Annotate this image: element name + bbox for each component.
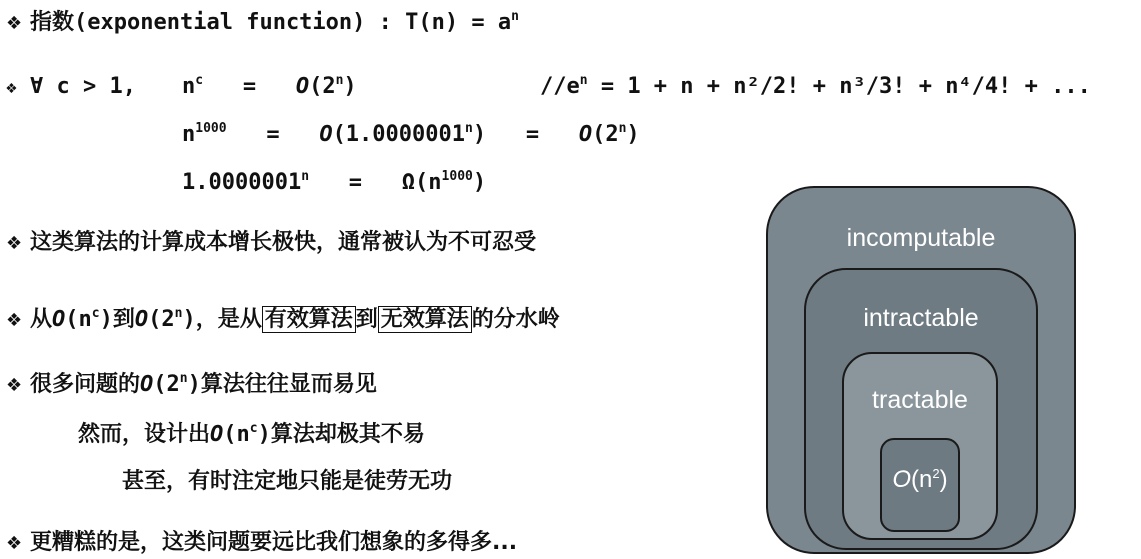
omega-formula: [182, 168, 486, 198]
n1000-formula: [182, 120, 640, 150]
incomputable-label: incomputable: [846, 224, 996, 252]
taylor-comment: [540, 72, 1091, 102]
quadratic-label: [882, 466, 958, 494]
comment-prefix: //e: [540, 74, 580, 99]
futile-statement: [122, 467, 452, 497]
diamond-bullet-icon: ❖: [6, 233, 23, 254]
exp-power: n: [335, 73, 344, 88]
big-o-symbol: O: [319, 122, 333, 147]
diamond-bullet-icon: ❖: [6, 375, 23, 396]
forall-formula: [182, 72, 357, 102]
difficult-tail: 算法却极其不易: [270, 422, 425, 447]
mid-text: ，是从: [195, 307, 262, 332]
tail-text: 的分水岭: [471, 307, 560, 332]
worse-text: 更糟糕的是，这类问题要远比我们想象的多得多...: [30, 530, 518, 555]
futile-text: 甚至，有时注定地只能是徒劳无功: [122, 469, 453, 494]
difficult-prefix: 然而，设计出: [78, 422, 211, 447]
obvious-statement: [6, 370, 377, 401]
omega-lhs-exp: n: [301, 169, 310, 184]
mid-open: (1.0000001: [332, 122, 466, 147]
from-exp: c: [91, 306, 100, 321]
efficient-algorithm-box: 有效算法: [262, 306, 356, 333]
diamond-bullet-icon: ❖: [6, 77, 17, 98]
diamond-bullet-icon: ❖: [6, 13, 23, 34]
to-word: 到: [112, 307, 135, 332]
definition-exponent: n: [511, 9, 519, 24]
definition-formula: (exponential function) : T(n) = a: [74, 10, 512, 35]
exp-open: (2: [309, 74, 336, 99]
diamond-bullet-icon: ❖: [6, 533, 23, 554]
big-o-symbol: O: [140, 372, 154, 397]
big-o-symbol: O: [134, 307, 149, 332]
rhs-open: (2: [592, 122, 619, 147]
obvious-close: ): [187, 372, 201, 397]
rhs-exp: n: [618, 121, 627, 136]
omega-rhs-exp: 1000: [441, 169, 473, 184]
cost-statement: [6, 228, 536, 259]
poly-base: n: [182, 74, 196, 99]
obvious-arg: (2: [153, 372, 180, 397]
quadratic-open: (n: [911, 466, 933, 493]
obvious-prefix: 很多问题的: [30, 372, 141, 397]
to-word-2: 到: [355, 307, 378, 332]
n1000-base: n: [182, 122, 196, 147]
quadratic-exp: 2: [932, 466, 940, 481]
to-exp: n: [174, 306, 183, 321]
n1000-exp: 1000: [195, 121, 227, 136]
heading-exponential: [6, 8, 519, 39]
difficult-close: ): [257, 422, 271, 447]
to-arg: (2: [148, 307, 175, 332]
watershed-statement: [6, 305, 560, 336]
big-o-symbol: O: [210, 422, 224, 447]
difficult-exp: c: [249, 421, 258, 436]
big-o-symbol: O: [892, 466, 912, 493]
to-close: ): [182, 307, 196, 332]
intractable-label: intractable: [863, 304, 979, 332]
obvious-tail: 算法往往显而易见: [200, 372, 377, 397]
big-o-symbol: O: [578, 122, 593, 147]
from-arg: (n: [65, 307, 92, 332]
omega-lhs-base: 1.0000001: [182, 170, 302, 195]
comment-series: = 1 + n + n²/2! + n³/3! + n⁴/4! + ...: [587, 74, 1091, 99]
big-o-symbol: O: [52, 307, 66, 332]
comment-exp: n: [579, 73, 588, 88]
difficult-statement: [78, 420, 425, 450]
omega-rhs: Ω(n: [401, 170, 442, 195]
from-close: ): [99, 307, 113, 332]
quadratic-region: [880, 438, 960, 532]
difficult-arg: (n: [223, 422, 250, 447]
big-o-symbol: O: [295, 74, 310, 99]
equals-sign: =: [348, 170, 363, 195]
equals-sign: =: [266, 122, 280, 147]
equals-sign: =: [242, 74, 257, 99]
mid-exp: n: [465, 121, 473, 136]
omega-rhs-close: ): [472, 170, 487, 195]
mid-close: ): [472, 122, 487, 147]
term-label: 指数: [30, 10, 75, 35]
worse-statement: [6, 528, 517, 559]
poly-exp: c: [195, 73, 204, 88]
exp-close: ): [343, 74, 357, 99]
cost-text: 这类算法的计算成本增长极快，通常被认为不可忍受: [30, 230, 537, 255]
inefficient-algorithm-box: 无效算法: [378, 306, 472, 333]
equals-sign: =: [525, 122, 540, 147]
quadratic-close: ): [939, 466, 948, 493]
forall-quantifier: ∀ c > 1,: [30, 74, 136, 99]
diamond-bullet-icon: ❖: [6, 310, 23, 331]
rhs-close: ): [626, 122, 640, 147]
forall-line: [6, 72, 136, 103]
obvious-exp: n: [179, 371, 188, 386]
from-word: 从: [30, 307, 53, 332]
tractable-label: tractable: [872, 386, 968, 414]
